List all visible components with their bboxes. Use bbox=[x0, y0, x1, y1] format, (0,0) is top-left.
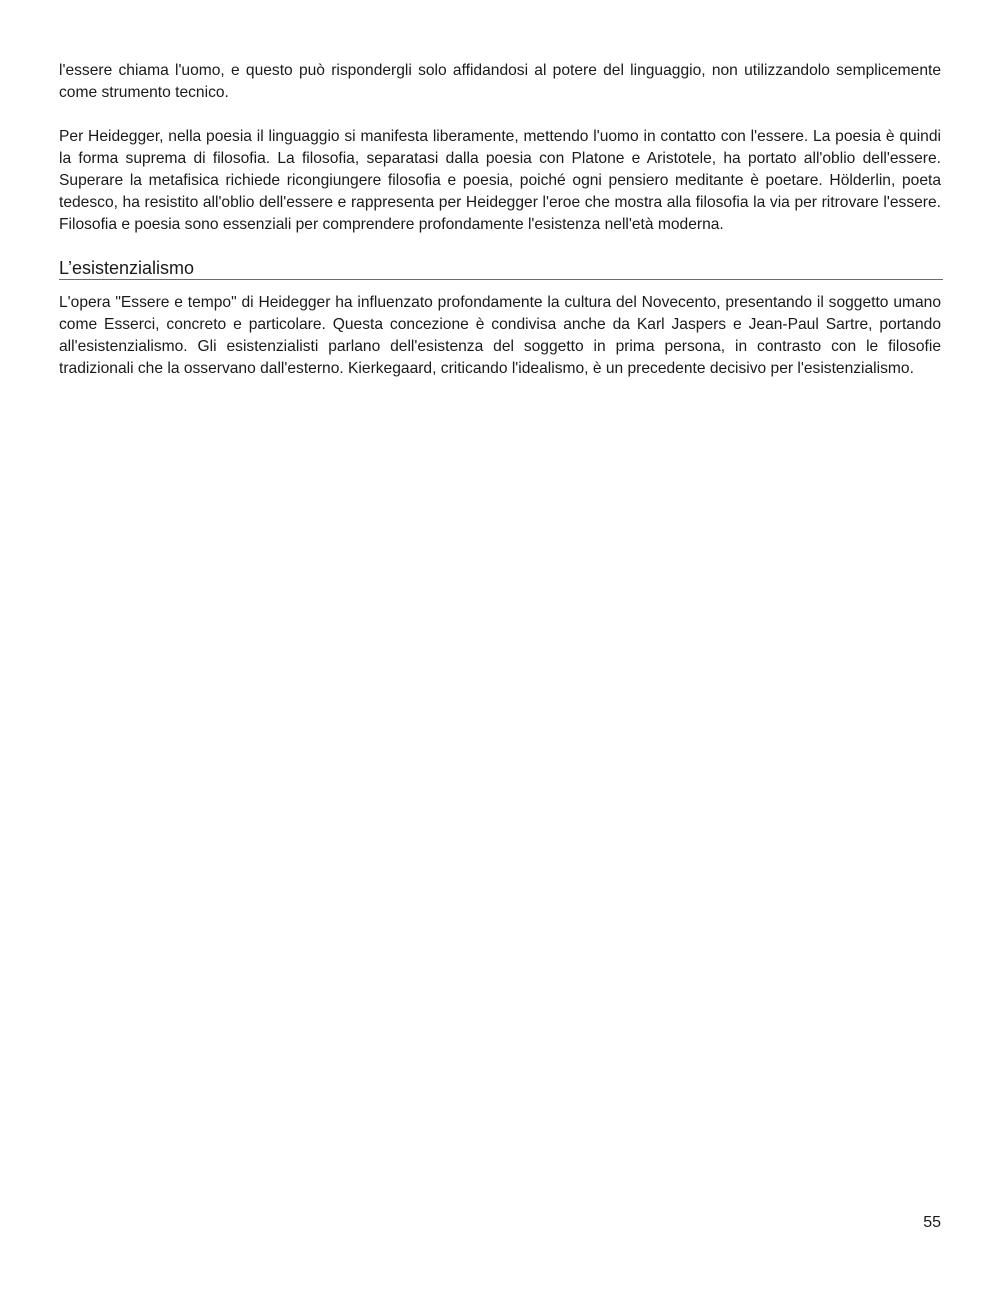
paragraph-heidegger-poetry: Per Heidegger, nella poesia il linguaggio si manifesta liberamente, mettendo l'uomo in contatto con l'essere. La poesia è quindi la forma suprema di filosofia. La filosofia, separatasi dalla poesia con Platone e Aristotele, ha portato all'oblio dell'essere. Superare la metafisica richiede ricongiungere filosofia e poesia, poiché ogni pensiero meditante è poetare. Hölderlin, poeta tedesco, ha resistito all'oblio dell'essere e rappresenta per Heidegger l'eroe che mostra alla filosofia la via per ritrovare l'essere. Filosofia e poesia sono essenziali per comprendere profondamente l'esistenza nell'età moderna. bbox=[59, 128, 941, 233]
page-number: 55 bbox=[923, 1214, 941, 1231]
paragraph-continuation: l'essere chiama l'uomo, e questo può rispondergli solo affidandosi al potere del linguaggio, non utilizzandolo semplicemente come strumento tecnico. bbox=[59, 62, 941, 101]
section-heading-existentialism: L’esistenzialismo bbox=[59, 257, 943, 280]
paragraph-existentialism: L'opera "Essere e tempo" di Heidegger ha influenzato profondamente la cultura del Novecento, presentando il soggetto umano come Esserci, concreto e particolare. Questa concezione è condivisa anche da Karl Jaspers e Jean-Paul Sartre, portando all'esistenzialismo. Gli esistenzialisti parlano dell'esistenza del soggetto in prima persona, in contrasto con le filosofie tradizionali che la osservano dall'esterno. Kierkegaard, criticando l'idealismo, è un precedente decisivo per l'esistenzialismo. bbox=[59, 294, 941, 377]
document-page bbox=[59, 60, 941, 380]
section-body bbox=[59, 292, 941, 380]
